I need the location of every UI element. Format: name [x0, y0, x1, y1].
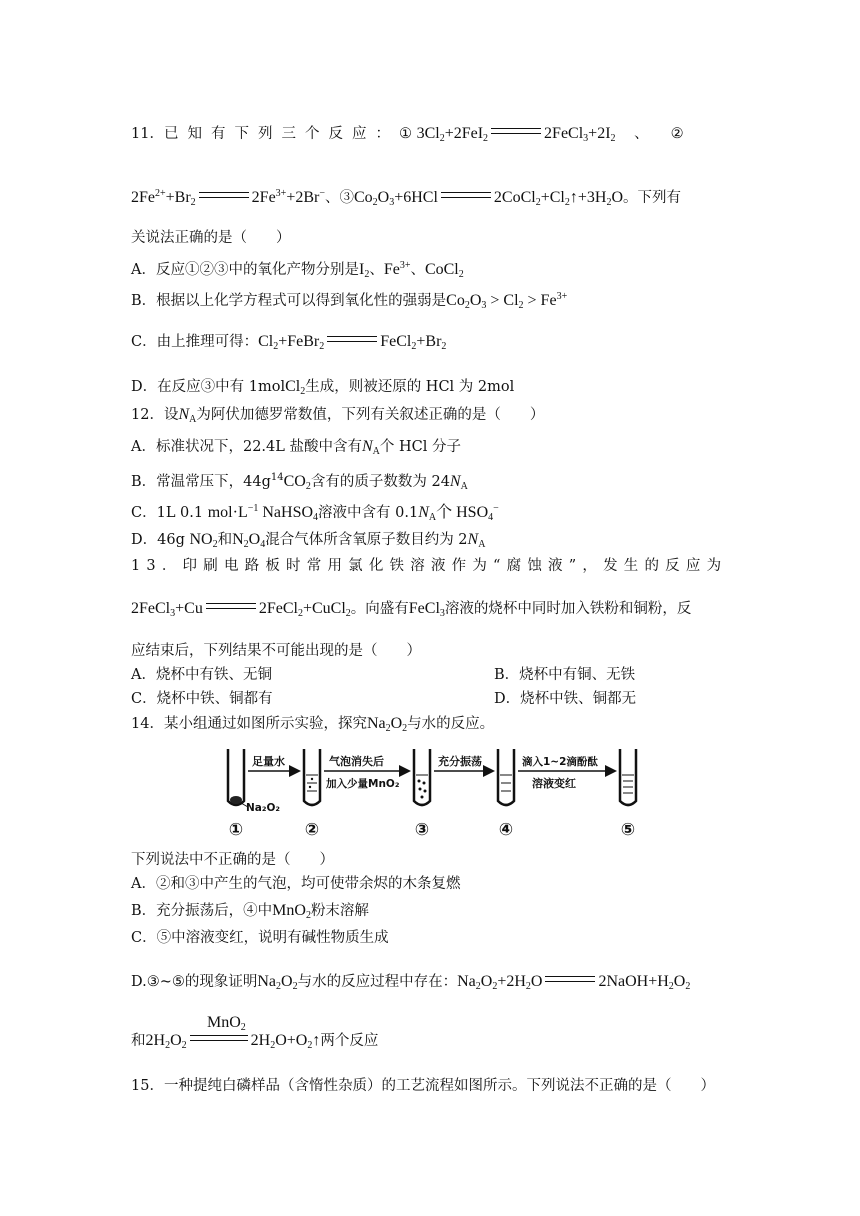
- q13-stem-line3: 应结束后，下列结果不可能出现的是（ ）: [131, 643, 421, 659]
- q11-reaction-1: $3Cl_2+2FeI_2$ $2FeCl_3+2I_2$: [416, 125, 616, 144]
- experiment-figure: [214, 745, 656, 843]
- q15-stem: 15．一种提纯白磷样品（含惰性杂质）的工艺流程如图所示。下列说法不正确的是（ ）: [131, 1078, 715, 1094]
- q11-option-d[interactable]: D．在反应③中有 1molCl$_2$生成，则被还原的 HCl 为 2mol: [131, 378, 515, 397]
- q11-stem-line1: 11．已知有下列三个反应：① $3Cl_2+2FeI_2$ $2FeCl_3+2I_2$ 、 ②: [131, 125, 684, 144]
- q14-option-d-line2: 和$2H_2O_2$ $2H_2O+O_2↑$两个反应: [131, 1032, 379, 1051]
- q14-option-d[interactable]: D.③~⑤的现象证明$Na_2O_2$与水的反应过程中存在：$Na_2O_2+2H_2O$ $2NaOH+H_2O_2$: [131, 973, 691, 992]
- arrow-4-label-bottom: 溶液变红: [532, 777, 576, 790]
- tube-number-1: ①: [228, 820, 244, 840]
- q13-option-c[interactable]: C．烧杯中铁、铜都有: [131, 691, 273, 707]
- q12-stem: 12．设$N_A$为阿伏加德罗常数值，下列有关叙述正确的是（ ）: [131, 406, 545, 425]
- equals-sign: [441, 192, 491, 198]
- equals-sign: [327, 336, 377, 342]
- test-tube-3: [414, 749, 430, 805]
- tube-number-3: ③: [414, 820, 430, 840]
- test-tube-2: [304, 749, 320, 805]
- q11-stem-line2: $2Fe^{2+}+Br_2$ $2Fe^{3+}+2Br^-$、$③Co_2O_3+6HCl$ $2CoCl_2+Cl_2↑+3H_2O$。下列有: [131, 188, 681, 208]
- q14-option-b[interactable]: B．充分振荡后，④中MnO$_2$粉末溶解: [131, 902, 369, 921]
- test-tube-4: [498, 749, 514, 805]
- catalyst-label: MnO$_2$: [207, 1014, 246, 1033]
- q13-option-d[interactable]: D．烧杯中铁、铜都无: [494, 691, 637, 707]
- equals-sign: [491, 128, 541, 134]
- equals-sign: [190, 1035, 248, 1041]
- tube-number-5: ⑤: [620, 820, 636, 840]
- equals-sign: [199, 192, 249, 198]
- equals-sign: [206, 603, 256, 609]
- q11-option-b[interactable]: B．根据以上化学方程式可以得到氧化性的强弱是$Co_2O_3 > Cl_2 > Fe^{3+}$: [131, 291, 568, 311]
- q14-option-c[interactable]: C．⑤中溶液变红，说明有碱性物质生成: [131, 930, 389, 946]
- q11-reaction-3: $Co_2O_3+6HCl$ $2CoCl_2+Cl_2↑+3H_2O$: [353, 189, 623, 208]
- q14-question: 下列说法中不正确的是（ ）: [131, 852, 334, 868]
- q13-option-a[interactable]: A．烧杯中有铁、无铜: [131, 667, 272, 683]
- q11-option-c[interactable]: C．由上推理可得：$Cl_2+FeBr_2$ $FeCl_2+Br_2$: [131, 333, 447, 352]
- q11-stem-end: 关说法正确的是（ ）: [131, 230, 291, 246]
- reagent-label: Na₂O₂: [246, 802, 280, 814]
- q12-option-b[interactable]: B．常温常压下，$44g^{14}CO_2$含有的质子数数为 $24N_A$: [131, 472, 468, 492]
- arrow-3-label: 充分振荡: [438, 755, 482, 768]
- equals-sign: [545, 976, 595, 982]
- tube-number-4: ④: [498, 820, 514, 840]
- q12-option-d[interactable]: D．46g $NO_2$和$N_2O_4$混合气体所含氧原子数目约为 $2N_A$: [131, 531, 486, 550]
- q14-option-a[interactable]: A．②和③中产生的气泡，均可使带余烬的木条复燃: [131, 876, 461, 892]
- q11-option-a[interactable]: A．反应①②③中的氧化产物分别是$I_2$、$Fe^{3+}$、CoCl$_2$: [131, 260, 464, 280]
- test-tube-1: [228, 749, 244, 805]
- arrow-2-label-top: 气泡消失后: [329, 755, 384, 768]
- tube-number-2: ②: [304, 820, 320, 840]
- q13-stem-line2: 2FeCl$_3$+Cu 2FeCl$_2$+CuCl$_2$。向盛有FeCl$_3$溶液的烧杯中同时加入铁粉和铜粉，反: [131, 600, 692, 619]
- q11-reaction-2: $2Fe^{2+}+Br_2$ $2Fe^{3+}+2Br^-$: [131, 188, 325, 208]
- q13-stem: 13．印刷电路板时常用氯化铁溶液作为“腐蚀液”，发生的反应为: [131, 558, 728, 574]
- arrow-1-label: 足量水: [252, 755, 285, 768]
- arrow-2-label-bottom: 加入少量MnO₂: [326, 778, 400, 790]
- q13-option-b[interactable]: B．烧杯中有铜、无铁: [494, 667, 636, 683]
- arrow-4-label-top: 滴入1~2滴酚酞: [522, 756, 598, 768]
- q14-stem: 14．某小组通过如图所示实验，探究$Na_2O_2$与水的反应。: [131, 715, 495, 734]
- q12-option-c[interactable]: C．1L 0.1 $mol\cdot L^{-1}$ NaHSO$_4$溶液中含有 $0.1N_A$个 $HSO_4^-$: [131, 503, 499, 523]
- test-tube-5: [620, 749, 636, 805]
- q12-option-a[interactable]: A．标准状况下，22.4L 盐酸中含有$N_A$个 HCl 分子: [131, 438, 462, 457]
